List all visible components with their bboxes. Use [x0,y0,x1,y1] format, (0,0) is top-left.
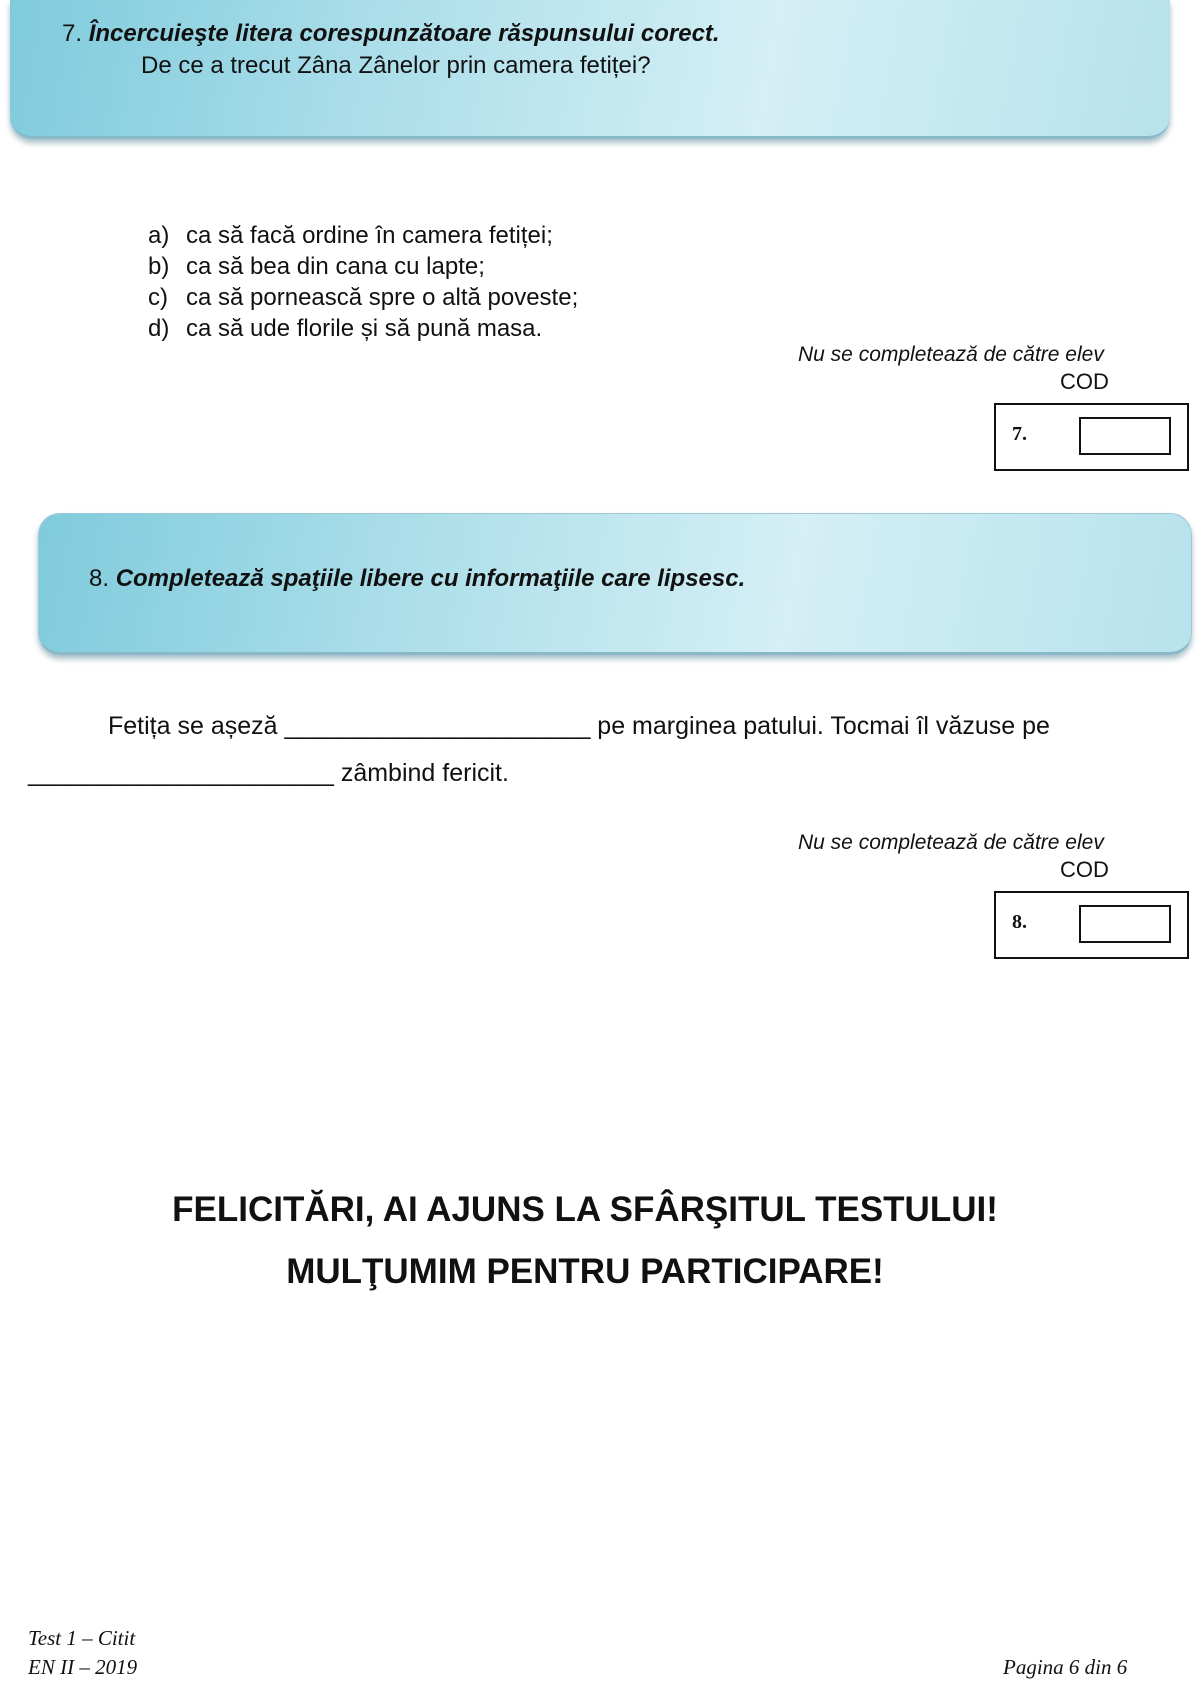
q8-grader-note: Nu se completează de către elev [798,831,1104,854]
q7-options-list [148,220,578,344]
q7-option-d[interactable]: d) ca să ude florile și să pună masa. [148,315,543,342]
q7-number: 7. [62,20,83,47]
q8-code-field[interactable] [1079,905,1171,943]
footer-test-name: Test 1 – Citit [28,1626,136,1650]
q7-question: De ce a trecut Zâna Zânelor prin camera fetiței? [141,52,651,79]
q7-grader-note: Nu se completează de către elev [798,343,1104,366]
q7-option-c[interactable]: c) ca să pornească spre o altă poveste; [148,284,579,311]
q8-instruction: Completează spaţiile libere cu informaţiile care lipsesc. [115,565,746,592]
q8-fill-line-1[interactable]: Fetița se așeză ______________________ pe marginea patului. Tocmai îl văzuse pe [108,712,1050,740]
q8-code-number: 8. [1012,911,1027,933]
q7-option-b[interactable]: b) ca să bea din cana cu lapte; [148,253,485,280]
footer-exam: EN II – 2019 [28,1655,138,1679]
footer-page-number: Pagina 6 din 6 [1003,1655,1128,1679]
q8-code-box [994,891,1189,959]
q7-instruction-line [62,20,720,48]
q7-instruction: Încercuieşte litera corespunzătoare răspunsului corect. [88,20,720,47]
q8-cod-label: COD [1060,857,1109,882]
closing-thanks: MULŢUMIM PENTRU PARTICIPARE! [286,1252,884,1291]
q8-fill-line-2[interactable]: ______________________ zâmbind fericit. [28,759,509,787]
q7-cod-label: COD [1060,369,1109,394]
q7-code-field[interactable] [1079,417,1171,455]
q8-number: 8. [89,565,110,592]
q7-code-number: 7. [1012,423,1027,445]
closing-congratulations: FELICITĂRI, AI AJUNS LA SFÂRŞITUL TESTULUI! [172,1190,998,1229]
q7-code-box [994,403,1189,471]
q7-option-a[interactable]: a) ca să facă ordine în camera fetiței; [148,222,553,249]
q8-instruction-line [89,565,745,593]
